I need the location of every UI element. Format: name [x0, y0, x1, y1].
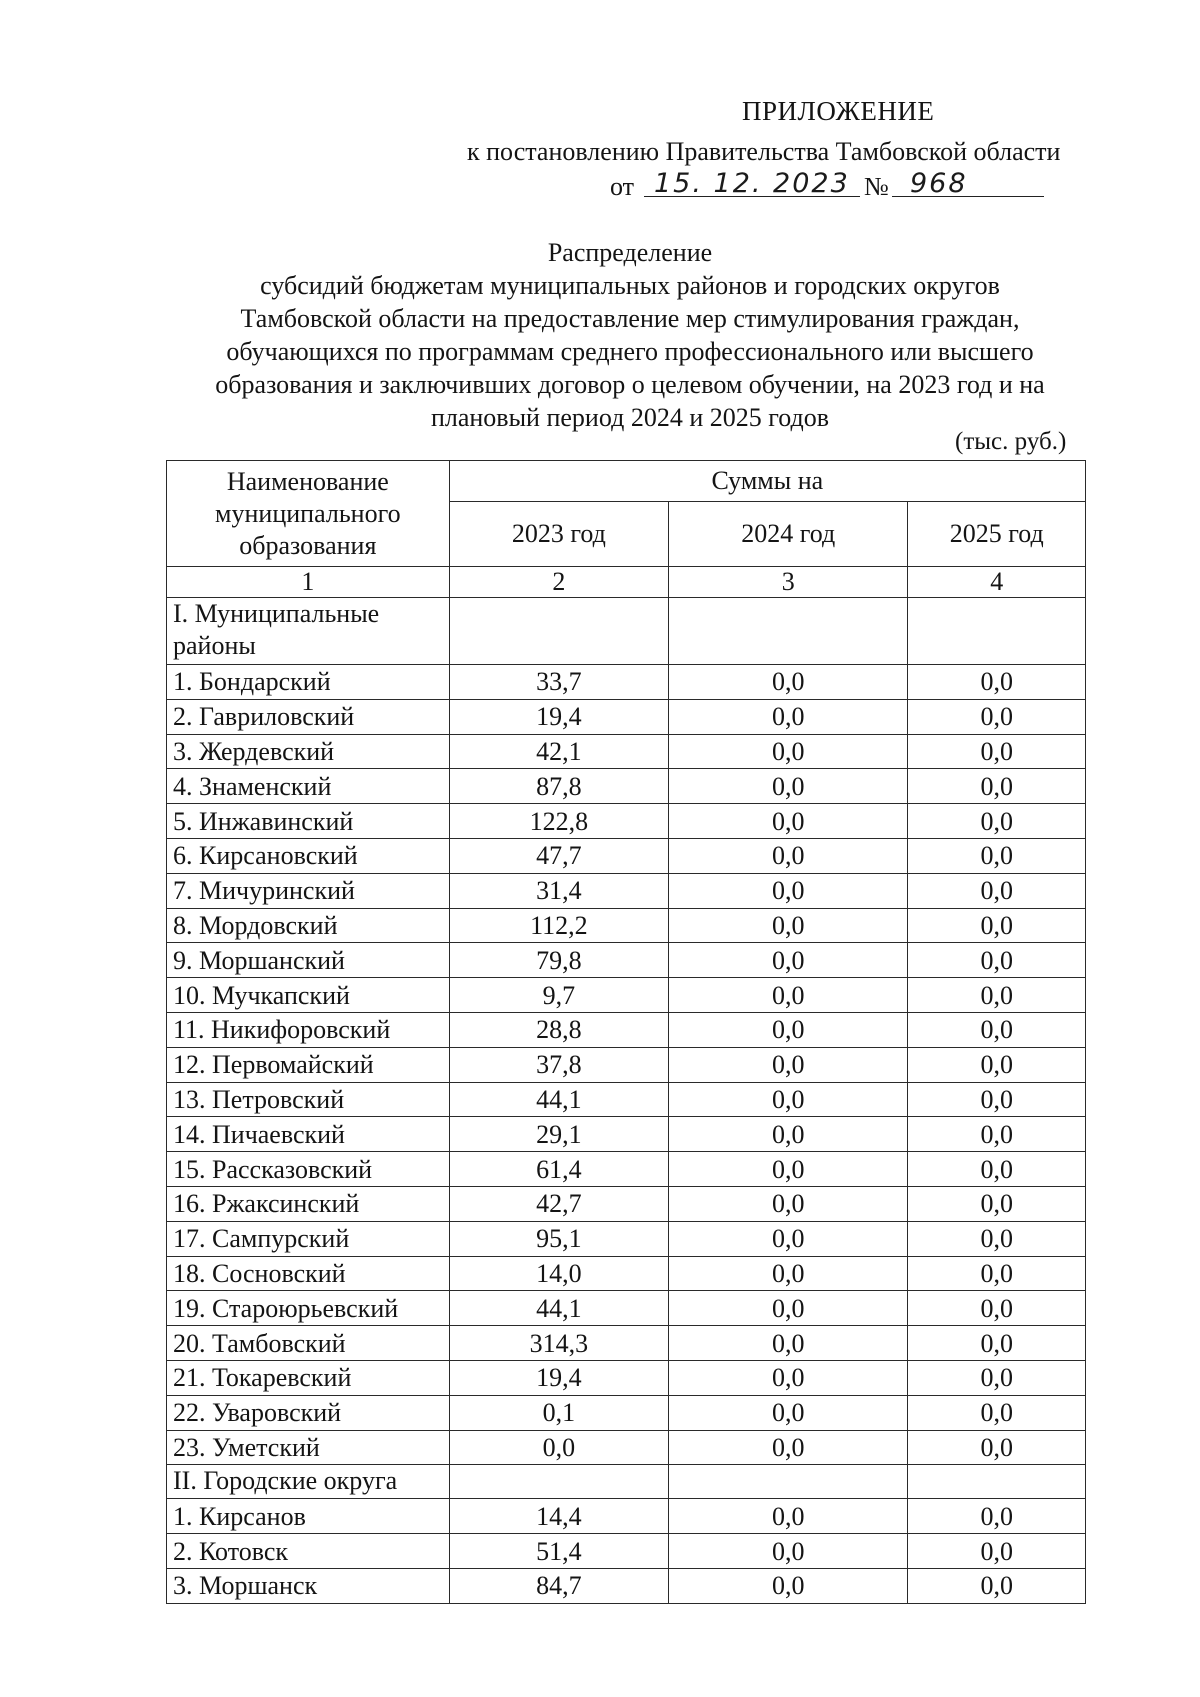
value-2025: 0,0	[908, 1186, 1086, 1221]
value-2023: 44,1	[449, 1291, 668, 1326]
table-row	[167, 1186, 1086, 1221]
value-2023: 0,1	[449, 1395, 668, 1430]
value-2025: 0,0	[908, 1326, 1086, 1361]
value-2024: 0,0	[669, 873, 908, 908]
value-2024: 0,0	[669, 943, 908, 978]
value-2024: 0,0	[669, 1186, 908, 1221]
value-2025: 0,0	[908, 1360, 1086, 1395]
value-2023: 9,7	[449, 978, 668, 1013]
municipality-name: 1. Бондарский	[167, 665, 450, 700]
value-2025: 0,0	[908, 1117, 1086, 1152]
value-2023: 87,8	[449, 769, 668, 804]
value-2023: 0,0	[449, 1430, 668, 1465]
value-2024: 0,0	[669, 1360, 908, 1395]
municipality-name: 16. Ржаксинский	[167, 1186, 450, 1221]
date-label: от	[610, 172, 635, 201]
value-2023: 14,0	[449, 1256, 668, 1291]
value-2024: 0,0	[669, 1499, 908, 1534]
section-title: I. Муниципальные районы	[167, 598, 450, 665]
table-row	[167, 1395, 1086, 1430]
value-2025: 0,0	[908, 699, 1086, 734]
value-2024: 0,0	[669, 1082, 908, 1117]
value-2024: 0,0	[669, 1430, 908, 1465]
municipality-name: 7. Мичуринский	[167, 873, 450, 908]
value-2025: 0,0	[908, 804, 1086, 839]
value-2025: 0,0	[908, 734, 1086, 769]
value-2023: 84,7	[449, 1568, 668, 1603]
table-row	[167, 1430, 1086, 1465]
distribution-table	[166, 460, 1086, 1604]
value-2025: 0,0	[908, 1082, 1086, 1117]
value-2025: 0,0	[908, 1012, 1086, 1047]
units-label: (тыс. руб.)	[955, 428, 1067, 455]
value-2025: 0,0	[908, 1395, 1086, 1430]
table-row	[167, 1568, 1086, 1603]
value-2025: 0,0	[908, 1221, 1086, 1256]
table-row	[167, 1082, 1086, 1117]
table-row	[167, 1221, 1086, 1256]
value-2023: 61,4	[449, 1152, 668, 1187]
value-2025: 0,0	[908, 1152, 1086, 1187]
municipality-name: 21. Токаревский	[167, 1360, 450, 1395]
municipality-name: 23. Уметский	[167, 1430, 450, 1465]
value-2024: 0,0	[669, 1326, 908, 1361]
table-row	[167, 978, 1086, 1013]
value-2023: 122,8	[449, 804, 668, 839]
value-2023: 37,8	[449, 1047, 668, 1082]
municipality-name: 5. Инжавинский	[167, 804, 450, 839]
value-2025: 0,0	[908, 838, 1086, 873]
section-row-districts	[167, 598, 1086, 665]
value-2023: 31,4	[449, 873, 668, 908]
value-2024: 0,0	[669, 665, 908, 700]
resolution-reference: к постановлению Правительства Тамбовской области	[467, 137, 1061, 166]
value-2025: 0,0	[908, 1430, 1086, 1465]
column-number: 2	[449, 567, 668, 598]
value-2024: 0,0	[669, 1117, 908, 1152]
document-title	[150, 236, 1110, 434]
title-line: Распределение	[547, 238, 713, 267]
table-row	[167, 665, 1086, 700]
municipality-name: 13. Петровский	[167, 1082, 450, 1117]
value-2025: 0,0	[908, 978, 1086, 1013]
value-2023: 42,7	[449, 1186, 668, 1221]
municipality-name: 1. Кирсанов	[167, 1499, 450, 1534]
value-2025: 0,0	[908, 1499, 1086, 1534]
handwritten-date: 15. 12. 2023	[654, 168, 850, 199]
value-2025: 0,0	[908, 1534, 1086, 1569]
table-row	[167, 1256, 1086, 1291]
table-row	[167, 873, 1086, 908]
value-2024: 0,0	[669, 734, 908, 769]
table-row	[167, 1152, 1086, 1187]
value-2025: 0,0	[908, 665, 1086, 700]
section-row-cities	[167, 1465, 1086, 1499]
table-row	[167, 804, 1086, 839]
municipality-name: 22. Уваровский	[167, 1395, 450, 1430]
municipality-name: 6. Кирсановский	[167, 838, 450, 873]
municipality-name: 20. Тамбовский	[167, 1326, 450, 1361]
table-row	[167, 769, 1086, 804]
value-2024: 0,0	[669, 1291, 908, 1326]
value-2023: 19,4	[449, 699, 668, 734]
value-2025: 0,0	[908, 908, 1086, 943]
value-2025: 0,0	[908, 1256, 1086, 1291]
value-2024: 0,0	[669, 1256, 908, 1291]
municipality-name: 10. Мучкапский	[167, 978, 450, 1013]
value-2025: 0,0	[908, 769, 1086, 804]
municipality-name: 15. Рассказовский	[167, 1152, 450, 1187]
value-2024: 0,0	[669, 1568, 908, 1603]
municipality-name: 19. Староюрьевский	[167, 1291, 450, 1326]
value-2024: 0,0	[669, 838, 908, 873]
value-2024: 0,0	[669, 978, 908, 1013]
column-header-year: 2023 год	[449, 502, 668, 567]
value-2025: 0,0	[908, 943, 1086, 978]
value-2025: 0,0	[908, 1047, 1086, 1082]
value-2024: 0,0	[669, 699, 908, 734]
table-row	[167, 1360, 1086, 1395]
value-2023: 79,8	[449, 943, 668, 978]
municipality-name: 11. Никифоровский	[167, 1012, 450, 1047]
value-2023: 29,1	[449, 1117, 668, 1152]
table-row	[167, 908, 1086, 943]
value-2024: 0,0	[669, 908, 908, 943]
table-row	[167, 699, 1086, 734]
municipality-name: 9. Моршанский	[167, 943, 450, 978]
value-2024: 0,0	[669, 1152, 908, 1187]
title-line: Тамбовской области на предоставление мер стимулирования граждан,	[240, 304, 1020, 333]
municipality-name: 17. Сампурский	[167, 1221, 450, 1256]
column-number-row	[167, 567, 1086, 598]
municipality-name: 14. Пичаевский	[167, 1117, 450, 1152]
municipality-name: 3. Жердевский	[167, 734, 450, 769]
table-row	[167, 1117, 1086, 1152]
value-2023: 314,3	[449, 1326, 668, 1361]
municipality-name: 2. Котовск	[167, 1534, 450, 1569]
value-2024: 0,0	[669, 1395, 908, 1430]
value-2023: 112,2	[449, 908, 668, 943]
appendix-heading: ПРИЛОЖЕНИЕ	[742, 96, 935, 126]
municipality-name: 4. Знаменский	[167, 769, 450, 804]
value-2023: 42,1	[449, 734, 668, 769]
value-2024: 0,0	[669, 1047, 908, 1082]
table-row	[167, 838, 1086, 873]
municipality-name: 2. Гавриловский	[167, 699, 450, 734]
title-line: обучающихся по программам среднего профессионального или высшего	[226, 337, 1034, 366]
municipality-name: 3. Моршанск	[167, 1568, 450, 1603]
section-title: II. Городские округа	[167, 1465, 450, 1499]
table-row	[167, 1047, 1086, 1082]
table-row	[167, 943, 1086, 978]
handwritten-number: 968	[910, 168, 968, 199]
value-2023: 51,4	[449, 1534, 668, 1569]
municipality-name: 8. Мордовский	[167, 908, 450, 943]
municipality-name: 18. Сосновский	[167, 1256, 450, 1291]
value-2024: 0,0	[669, 1221, 908, 1256]
column-number: 3	[669, 567, 908, 598]
value-2023: 14,4	[449, 1499, 668, 1534]
table-row	[167, 1326, 1086, 1361]
value-2023: 47,7	[449, 838, 668, 873]
column-number: 4	[908, 567, 1086, 598]
value-2023: 33,7	[449, 665, 668, 700]
value-2024: 0,0	[669, 1534, 908, 1569]
column-header-sums: Суммы на	[449, 461, 1085, 502]
column-number: 1	[167, 567, 450, 598]
title-line: образования и заключивших договор о целевом обучении, на 2023 год и на	[215, 370, 1045, 399]
column-header-year: 2024 год	[669, 502, 908, 567]
value-2024: 0,0	[669, 769, 908, 804]
value-2023: 95,1	[449, 1221, 668, 1256]
table-row	[167, 1499, 1086, 1534]
number-label: №	[864, 172, 889, 201]
table-row	[167, 1291, 1086, 1326]
municipality-name: 12. Первомайский	[167, 1047, 450, 1082]
value-2023: 28,8	[449, 1012, 668, 1047]
value-2025: 0,0	[908, 873, 1086, 908]
value-2024: 0,0	[669, 1012, 908, 1047]
value-2025: 0,0	[908, 1568, 1086, 1603]
table-row	[167, 1012, 1086, 1047]
value-2023: 44,1	[449, 1082, 668, 1117]
table-row	[167, 734, 1086, 769]
title-line: субсидий бюджетам муниципальных районов и городских округов	[260, 271, 1000, 300]
column-header-year: 2025 год	[908, 502, 1086, 567]
value-2024: 0,0	[669, 804, 908, 839]
value-2025: 0,0	[908, 1291, 1086, 1326]
title-line: плановый период 2024 и 2025 годов	[430, 403, 830, 432]
table-row	[167, 1534, 1086, 1569]
column-header-name: Наименование муниципального образования	[167, 461, 450, 567]
value-2023: 19,4	[449, 1360, 668, 1395]
